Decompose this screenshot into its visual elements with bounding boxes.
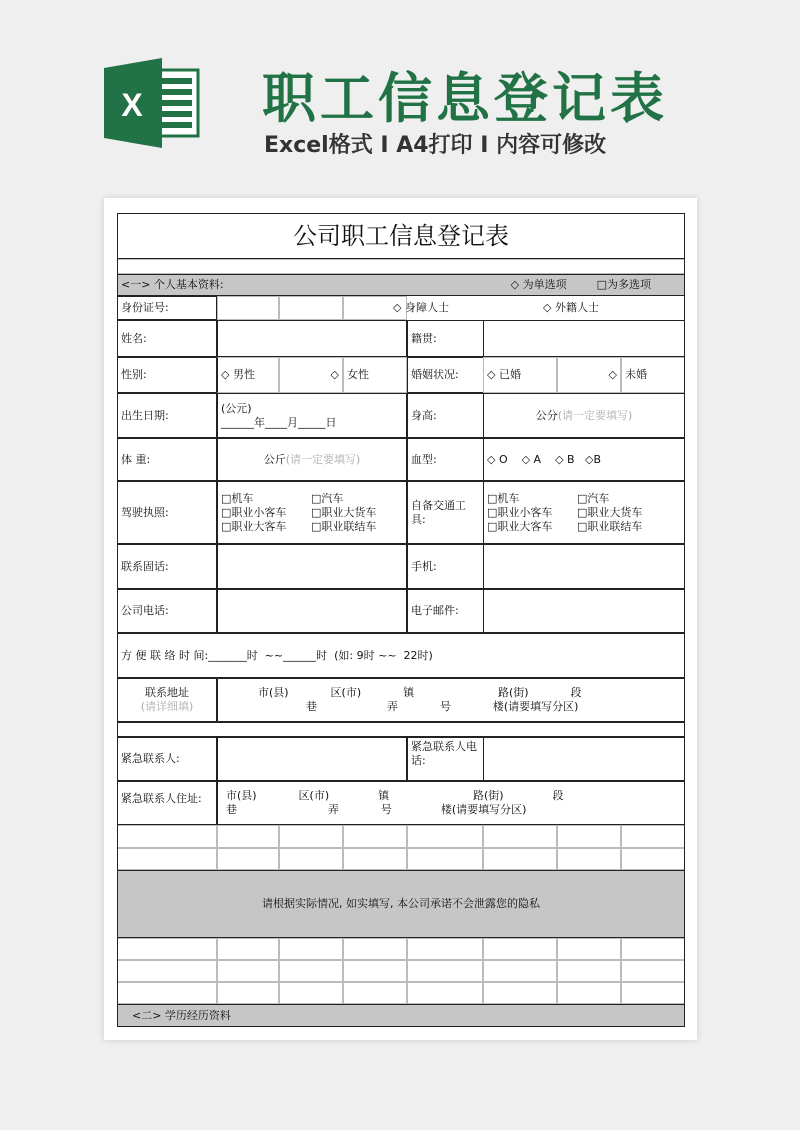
license-option[interactable]: □职业大货车 xyxy=(311,505,377,519)
height-hint: (请一定要填写) xyxy=(557,408,633,422)
empty-cell[interactable] xyxy=(117,982,217,1004)
empty-cell[interactable] xyxy=(343,982,407,1004)
emergency-phone-label: 紧急联系人电话: xyxy=(407,737,484,781)
blood-options[interactable]: ◇ O ◇ A ◇ B ◇B xyxy=(483,438,685,481)
empty-cell[interactable] xyxy=(483,938,557,960)
vehicle-option[interactable]: □职业小客车 xyxy=(487,505,553,519)
license-option[interactable]: □机车 xyxy=(221,491,254,505)
own-vehicle-label: 自备交通工具: xyxy=(407,481,484,544)
empty-cell[interactable] xyxy=(483,960,557,982)
weight-hint: (请一定要填写) xyxy=(285,452,361,466)
id-input-2[interactable] xyxy=(279,296,343,320)
empty-cell[interactable] xyxy=(279,960,343,982)
header-title: 职工信息登记表 xyxy=(262,67,668,130)
empty-cell[interactable] xyxy=(279,825,343,848)
weight-input[interactable] xyxy=(217,438,407,481)
empty-cell[interactable] xyxy=(621,982,685,1004)
native-input[interactable] xyxy=(483,320,685,357)
address-label: 联系地址 xyxy=(145,686,189,699)
form-title: 公司职工信息登记表 xyxy=(117,213,685,259)
email-input[interactable] xyxy=(483,589,685,633)
empty-cell[interactable] xyxy=(217,825,279,848)
birth-format: ______年____月_____日 xyxy=(221,415,337,429)
svg-text:X: X xyxy=(121,87,143,123)
empty-cell[interactable] xyxy=(407,960,483,982)
section-title: <一> 个人基本资料: xyxy=(121,278,224,291)
empty-cell[interactable] xyxy=(117,938,217,960)
empty-cell[interactable] xyxy=(621,848,685,870)
empty-cell[interactable] xyxy=(407,938,483,960)
spacer-row xyxy=(117,259,685,274)
empty-cell[interactable] xyxy=(621,938,685,960)
weight-unit: 公斤 xyxy=(263,452,286,466)
address-label-cell xyxy=(117,678,217,722)
gender-female-radio[interactable]: ◇ xyxy=(279,357,343,393)
vehicle-options xyxy=(483,481,685,544)
empty-cell[interactable] xyxy=(217,982,279,1004)
emergency-phone-input[interactable] xyxy=(483,737,685,781)
empty-cell[interactable] xyxy=(117,848,217,870)
license-option[interactable]: □职业大客车 xyxy=(221,519,287,533)
header-subtitle: Excel格式 I A4打印 I 内容可修改 xyxy=(264,133,607,158)
vehicle-option[interactable]: □汽车 xyxy=(577,491,610,505)
empty-cell[interactable] xyxy=(557,938,621,960)
license-option[interactable]: □职业小客车 xyxy=(221,505,287,519)
disabled-option[interactable]: ◇ 身障人士 xyxy=(393,301,449,314)
section-education-header: <二> 学历经历资料 xyxy=(117,1004,685,1027)
empty-cell[interactable] xyxy=(117,825,217,848)
address-line-2: 巷 弄 号 楼(请要填写分区) xyxy=(306,700,579,713)
id-input-1[interactable] xyxy=(217,296,279,320)
empty-cell[interactable] xyxy=(217,938,279,960)
eaddr-line-2: 巷 弄 号 楼(请要填写分区) xyxy=(226,803,527,816)
spacer-row xyxy=(117,722,685,737)
empty-cell[interactable] xyxy=(117,960,217,982)
address-hint: (请详细填) xyxy=(140,700,194,713)
weight-label: 体 重: xyxy=(117,438,217,481)
license-option[interactable]: □职业联结车 xyxy=(311,519,377,533)
empty-cell[interactable] xyxy=(557,825,621,848)
blood-label: 血型: xyxy=(407,438,484,481)
empty-cell[interactable] xyxy=(557,960,621,982)
empty-cell[interactable] xyxy=(557,848,621,870)
license-label: 驾驶执照: xyxy=(117,481,217,544)
emergency-address-input[interactable] xyxy=(217,781,685,825)
empty-cell[interactable] xyxy=(407,825,483,848)
height-label: 身高: xyxy=(407,393,484,438)
vehicle-option[interactable]: □机车 xyxy=(487,491,520,505)
mobile-input[interactable] xyxy=(483,544,685,589)
vehicle-option[interactable]: □职业大客车 xyxy=(487,519,553,533)
email-label: 电子邮件: xyxy=(407,589,484,633)
height-input[interactable] xyxy=(483,393,685,438)
license-options xyxy=(217,481,407,544)
address-line-1: 市(县) 区(市) 镇 路(街) 段 xyxy=(258,686,582,699)
empty-cell[interactable] xyxy=(343,848,407,870)
name-input[interactable] xyxy=(217,320,407,357)
empty-cell[interactable] xyxy=(407,848,483,870)
empty-cell[interactable] xyxy=(279,848,343,870)
landline-label: 联系固话: xyxy=(117,544,217,589)
birth-prefix: (公元) xyxy=(221,401,252,415)
empty-cell[interactable] xyxy=(407,982,483,1004)
legend-multi: □为多选项 xyxy=(596,278,651,291)
empty-cell[interactable] xyxy=(557,982,621,1004)
legend-single: ◇ 为单选项 xyxy=(510,278,567,291)
empty-cell[interactable] xyxy=(483,982,557,1004)
birth-input[interactable] xyxy=(217,393,407,438)
company-phone-label: 公司电话: xyxy=(117,589,217,633)
unmarried-label[interactable]: 未婚 xyxy=(621,357,685,393)
empty-cell[interactable] xyxy=(483,848,557,870)
married-option[interactable]: ◇ 已婚 xyxy=(483,357,557,393)
vehicle-option[interactable]: □职业联结车 xyxy=(577,519,643,533)
unmarried-radio[interactable]: ◇ xyxy=(557,357,621,393)
landline-input[interactable] xyxy=(217,544,407,589)
gender-label: 性别: xyxy=(117,357,217,393)
contact-time-field[interactable]: 方 便 联 络 时 间:_______时 ~~______时 (如: 9时 ~~ 22时) xyxy=(117,633,685,678)
empty-cell[interactable] xyxy=(343,960,407,982)
native-label: 籍贯: xyxy=(407,320,484,357)
license-option[interactable]: □汽车 xyxy=(311,491,344,505)
name-label: 姓名: xyxy=(117,320,217,357)
empty-cell[interactable] xyxy=(621,825,685,848)
empty-cell[interactable] xyxy=(343,825,407,848)
gender-male-option[interactable]: ◇ 男性 xyxy=(217,357,279,393)
section-personal-header xyxy=(117,274,685,296)
empty-cell[interactable] xyxy=(279,938,343,960)
empty-cell[interactable] xyxy=(279,982,343,1004)
empty-cell[interactable] xyxy=(217,960,279,982)
marital-label: 婚姻状况: xyxy=(407,357,484,393)
excel-logo-icon xyxy=(104,58,200,148)
address-input[interactable] xyxy=(217,678,685,722)
foreign-option[interactable]: ◇ 外籍人士 xyxy=(543,301,599,314)
empty-cell[interactable] xyxy=(217,848,279,870)
vehicle-option[interactable]: □职业大货车 xyxy=(577,505,643,519)
empty-cell[interactable] xyxy=(343,938,407,960)
emergency-contact-label: 紧急联系人: xyxy=(117,737,217,781)
gender-female-label[interactable]: 女性 xyxy=(343,357,407,393)
company-phone-input[interactable] xyxy=(217,589,407,633)
height-unit: 公分 xyxy=(535,408,558,422)
id-label: 身份证号: xyxy=(117,296,217,320)
eaddr-line-1: 市(县) 区(市) 镇 路(街) 段 xyxy=(226,789,564,802)
mobile-label: 手机: xyxy=(407,544,484,589)
birth-label: 出生日期: xyxy=(117,393,217,438)
empty-cell[interactable] xyxy=(483,825,557,848)
empty-cell[interactable] xyxy=(621,960,685,982)
privacy-notice: 请根据实际情况, 如实填写, 本公司承诺不会泄露您的隐私 xyxy=(117,870,685,938)
emergency-address-label: 紧急联系人住址: xyxy=(117,781,217,825)
emergency-contact-input[interactable] xyxy=(217,737,407,781)
